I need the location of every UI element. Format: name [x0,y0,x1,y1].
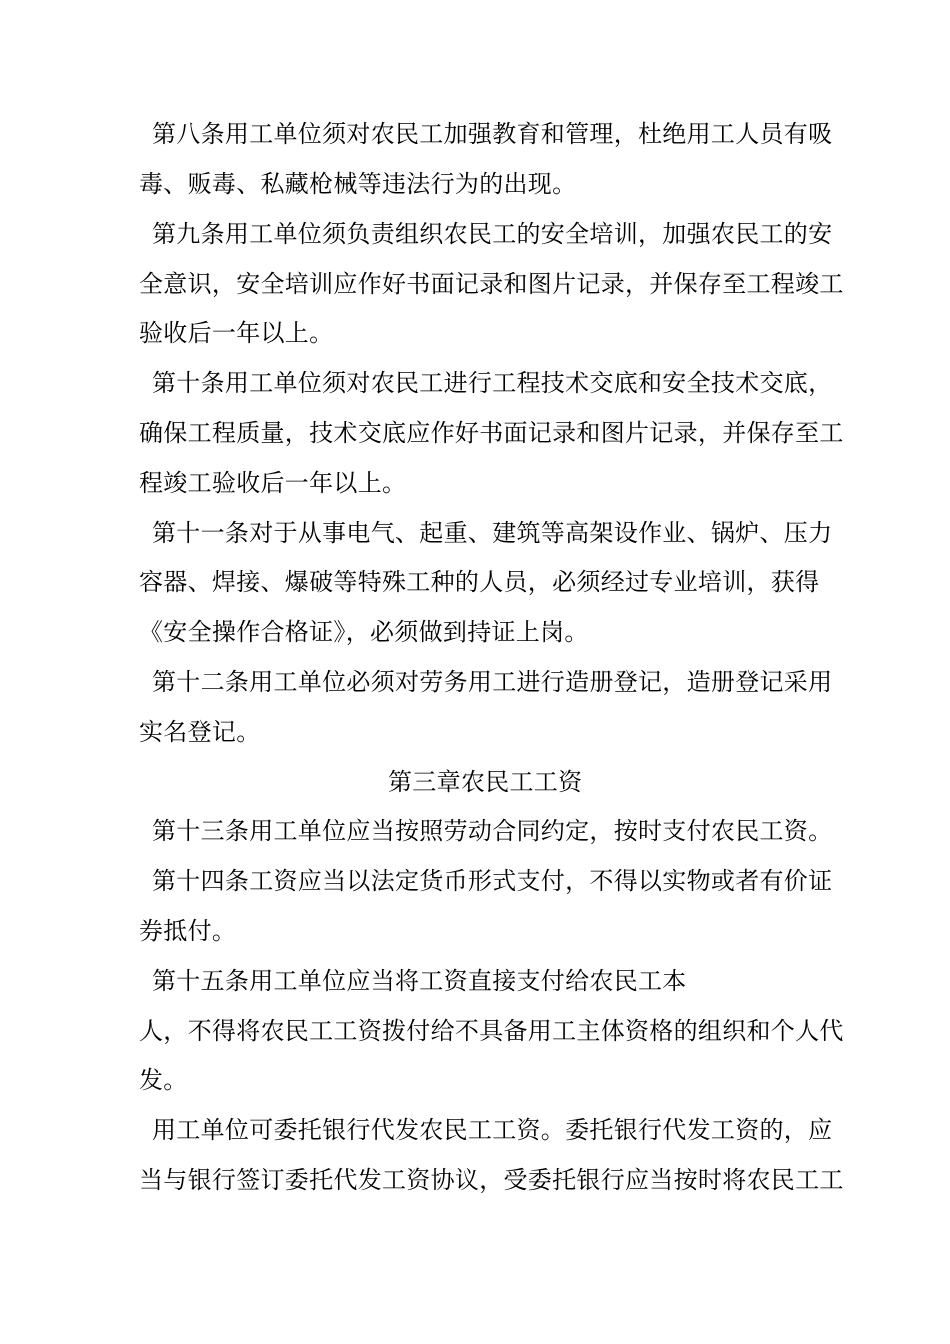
article-14-line-1: 第十四条工资应当以法定货币形式支付，不得以实物或者有价证 [152,867,833,895]
article-10-line-2: 确保工程质量，技术交底应作好书面记录和图片记录，并保存至工 [139,419,844,447]
paragraph-bank-line-1: 用工单位可委托银行代发农民工工资。委托银行代发工资的，应 [152,1116,833,1144]
article-8-line-2: 毒、贩毒、私藏枪械等违法行为的出现。 [139,170,577,198]
article-10-line-1: 第十条用工单位须对农民工进行工程技术交底和安全技术交底， [152,369,833,397]
article-12-line-1: 第十二条用工单位必须对劳务用工进行造册登记，造册登记采用 [152,668,833,696]
article-15-line-1: 第十五条用工单位应当将工资直接支付给农民工本 [152,967,687,995]
article-11-line-1: 第十一条对于从事电气、起重、建筑等高架设作业、锅炉、压力 [152,519,833,547]
article-9-line-2: 全意识，安全培训应作好书面记录和图片记录，并保存至工程竣工 [139,270,844,298]
article-8-line-1: 第八条用工单位须对农民工加强教育和管理，杜绝用工人员有吸 [152,120,833,148]
chapter-3-heading: 第三章农民工工资 [388,768,583,796]
article-10-line-3: 程竣工验收后一年以上。 [139,469,407,497]
article-15-line-2: 人，不得将农民工工资拨付给不具备用工主体资格的组织和个人代 [139,1017,844,1045]
article-11-line-3: 《安全操作合格证》，必须做到持证上岗。 [139,618,589,646]
article-14-line-2: 券抵付。 [139,917,237,945]
article-9-line-3: 验收后一年以上。 [139,319,334,347]
article-13-line-1: 第十三条用工单位应当按照劳动合同约定，按时支付农民工资。 [152,817,833,845]
article-11-line-2: 容器、焊接、爆破等特殊工种的人员，必须经过专业培训，获得 [139,568,820,596]
paragraph-bank-line-2: 当与银行签订委托代发工资协议，受委托银行应当按时将农民工工 [139,1166,844,1194]
article-15-line-3: 发。 [139,1066,188,1094]
article-12-line-2: 实名登记。 [139,718,261,746]
article-9-line-1: 第九条用工单位须负责组织农民工的安全培训，加强农民工的安 [152,220,833,248]
